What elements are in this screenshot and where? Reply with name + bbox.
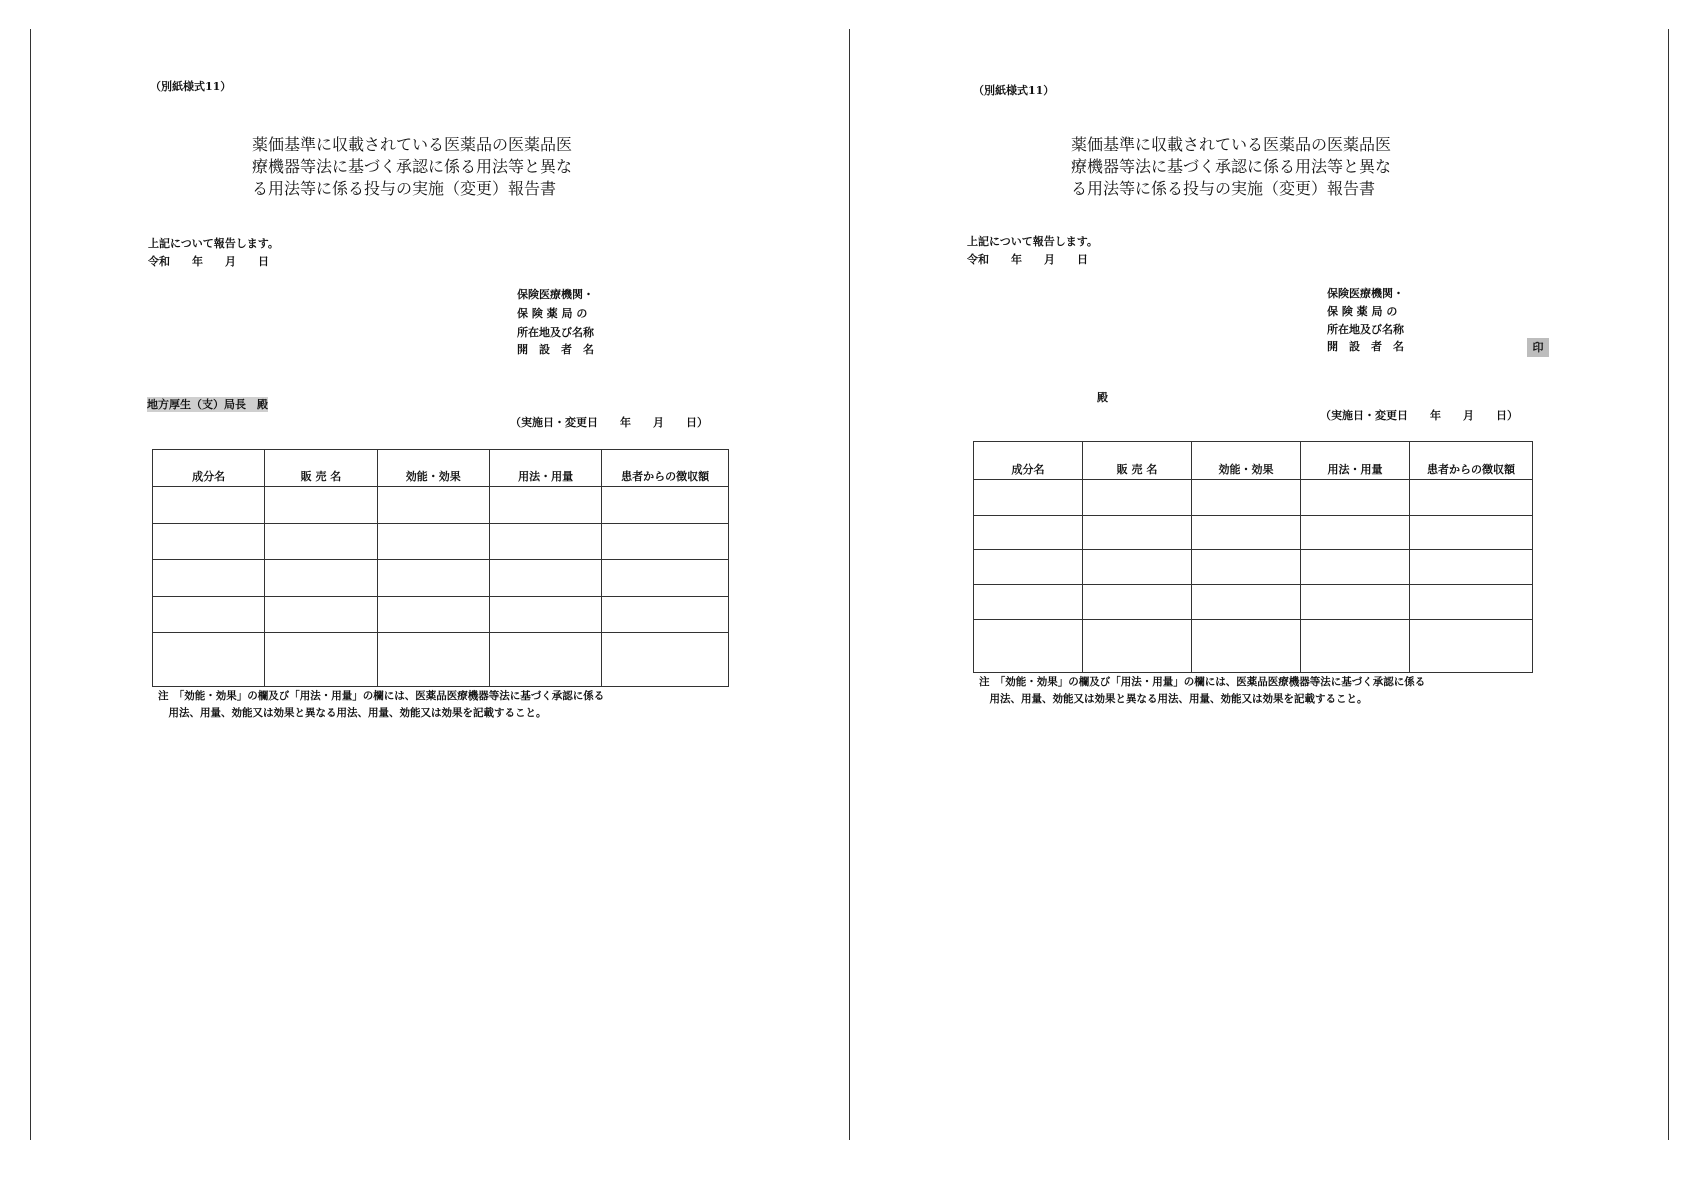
table-cell (377, 597, 489, 633)
table-cell (1301, 516, 1410, 550)
form-number: （別紙様式11） (973, 84, 1055, 97)
table-row (974, 480, 1533, 516)
table-cell (1410, 620, 1533, 673)
table-header-row (974, 442, 1533, 480)
applicant-label: 保 険 薬 局 の (1327, 305, 1398, 318)
table-cell (377, 633, 489, 687)
applicant-label: 開 設 者 名 (1327, 340, 1404, 353)
form-title-line: 療機器等法に基づく承認に係る用法等と異な (1071, 157, 1392, 176)
table-row (974, 516, 1533, 550)
column-header: 用法・用量 (489, 450, 601, 487)
table-cell (602, 524, 729, 560)
column-header: 成分名 (974, 442, 1083, 480)
column-header: 患者からの徴収額 (1410, 442, 1533, 480)
table-cell (153, 560, 265, 597)
applicant-label: 保 険 薬 局 の (517, 307, 588, 320)
table-cell (1192, 620, 1301, 673)
table-cell (602, 560, 729, 597)
form-title-line: る用法等に係る投与の実施（変更）報告書 (1071, 179, 1376, 198)
table-cell (1083, 620, 1192, 673)
table-cell (377, 560, 489, 597)
date-line: 令和 年 月 日 (967, 253, 1088, 266)
table-cell (489, 633, 601, 687)
applicant-label: 所在地及び名称 (1327, 323, 1404, 336)
table-row (153, 633, 729, 687)
table-note (979, 674, 1425, 708)
table-cell (602, 633, 729, 687)
applicant-label: 所在地及び名称 (517, 326, 594, 339)
table-cell (1083, 550, 1192, 585)
table-row (974, 620, 1533, 673)
table-cell (1410, 516, 1533, 550)
table-cell (974, 585, 1083, 620)
table-cell (1410, 585, 1533, 620)
table-cell (489, 487, 601, 524)
table-cell (1301, 585, 1410, 620)
report-statement: 上記について報告します。 (148, 237, 279, 250)
table-header-row (153, 450, 729, 487)
column-header: 効能・効果 (377, 450, 489, 487)
note-line: 注 「効能・効果」の欄及び「用法・用量」の欄には、医薬品医療機器等法に基づく承認に係る (979, 676, 1426, 688)
table-cell (489, 560, 601, 597)
table-row (153, 524, 729, 560)
table-cell (265, 524, 377, 560)
table-row (153, 597, 729, 633)
table-cell (153, 487, 265, 524)
table-cell (602, 487, 729, 524)
table-cell (265, 597, 377, 633)
table-cell (974, 480, 1083, 516)
implementation-date: （実施日・変更日 年 月 日） (510, 416, 708, 429)
table-row (974, 585, 1533, 620)
column-header: 販 売 名 (1083, 442, 1192, 480)
table-note (158, 688, 604, 722)
table-cell (1083, 480, 1192, 516)
implementation-date: （実施日・変更日 年 月 日） (1320, 409, 1518, 422)
table-cell (265, 560, 377, 597)
column-header: 効能・効果 (1192, 442, 1301, 480)
table-cell (265, 487, 377, 524)
table-cell (153, 633, 265, 687)
note-line: 用法、用量、効能又は効果と異なる用法、用量、効能又は効果を記載すること。 (979, 693, 1368, 705)
addressee: 殿 (1097, 391, 1108, 404)
date-line: 令和 年 月 日 (148, 255, 269, 268)
table-cell (1192, 480, 1301, 516)
report-statement: 上記について報告します。 (967, 235, 1098, 248)
table-cell (1301, 480, 1410, 516)
report-table (152, 449, 729, 687)
table-cell (153, 597, 265, 633)
table-cell (1410, 480, 1533, 516)
table-cell (974, 550, 1083, 585)
column-header: 患者からの徴収額 (602, 450, 729, 487)
table-cell (489, 597, 601, 633)
table-cell (489, 524, 601, 560)
table-cell (1301, 620, 1410, 673)
table-row (153, 560, 729, 597)
column-header: 成分名 (153, 450, 265, 487)
table-row (974, 550, 1533, 585)
form-number: （別紙様式11） (150, 80, 232, 93)
page-border-right (1668, 29, 1669, 1140)
table-cell (1192, 550, 1301, 585)
report-table (973, 441, 1533, 673)
applicant-label: 保険医療機関・ (1327, 287, 1404, 300)
addressee: 地方厚生（支）局長 殿 (147, 398, 268, 411)
form-title-line: る用法等に係る投与の実施（変更）報告書 (252, 179, 557, 198)
applicant-label: 保険医療機関・ (517, 288, 594, 301)
table-cell (974, 620, 1083, 673)
table-cell (1192, 516, 1301, 550)
page-border-left (30, 29, 31, 1140)
table-cell (1410, 550, 1533, 585)
table-cell (377, 487, 489, 524)
table-cell (1083, 585, 1192, 620)
table-row (153, 487, 729, 524)
column-header: 用法・用量 (1301, 442, 1410, 480)
table-cell (602, 597, 729, 633)
applicant-label: 開 設 者 名 (517, 343, 594, 356)
table-cell (974, 516, 1083, 550)
seal-mark: 印 (1527, 338, 1549, 357)
page-divider (849, 29, 850, 1140)
table-cell (1301, 550, 1410, 585)
table-cell (1083, 516, 1192, 550)
form-title-line: 療機器等法に基づく承認に係る用法等と異な (252, 157, 573, 176)
table-cell (377, 524, 489, 560)
table-cell (265, 633, 377, 687)
form-title-line: 薬価基準に収載されている医薬品の医薬品医 (1071, 135, 1392, 154)
form-title-line: 薬価基準に収載されている医薬品の医薬品医 (252, 135, 573, 154)
column-header: 販 売 名 (265, 450, 377, 487)
note-line: 用法、用量、効能又は効果と異なる用法、用量、効能又は効果を記載すること。 (158, 707, 547, 719)
table-cell (1192, 585, 1301, 620)
note-line: 注 「効能・効果」の欄及び「用法・用量」の欄には、医薬品医療機器等法に基づく承認に係る (158, 690, 605, 702)
table-cell (153, 524, 265, 560)
